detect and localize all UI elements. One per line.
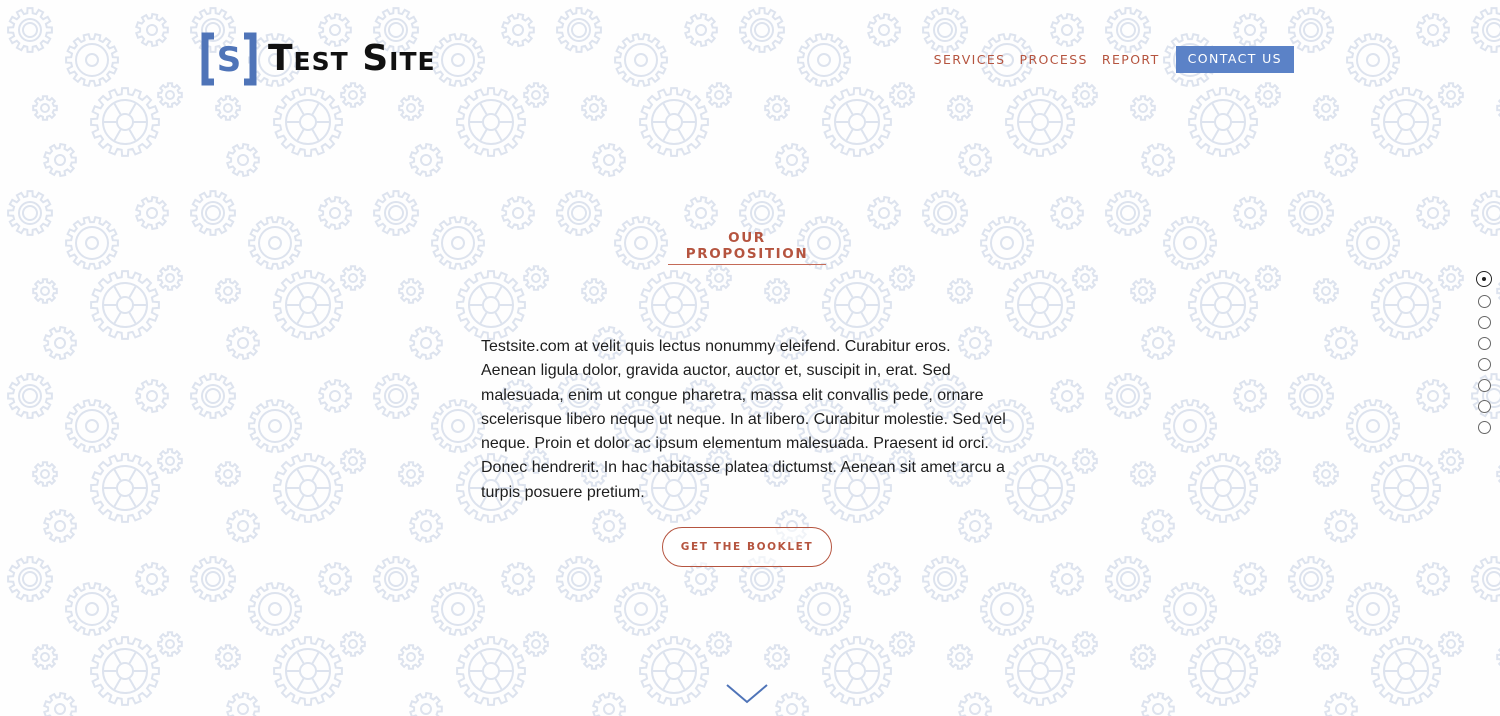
gear-icon	[1256, 632, 1280, 656]
gear-icon	[1234, 380, 1266, 412]
gear-icon	[1164, 217, 1216, 269]
contact-us-button[interactable]: CONTACT US	[1176, 46, 1294, 73]
gear-icon	[1417, 14, 1449, 46]
gear-icon	[1439, 83, 1463, 107]
section-dot[interactable]	[1478, 379, 1491, 392]
gear-icon	[8, 8, 52, 52]
gear-icon	[274, 88, 342, 156]
gear-icon	[1131, 96, 1155, 120]
gear-icon	[1325, 144, 1357, 176]
gear-icon	[890, 266, 914, 290]
gear-icon	[136, 563, 168, 595]
gear-icon	[823, 88, 891, 156]
gear-icon	[502, 197, 534, 229]
gear-icon	[274, 637, 342, 705]
gear-icon	[948, 279, 972, 303]
gear-icon	[502, 14, 534, 46]
gear-icon	[249, 217, 301, 269]
gear-icon	[374, 191, 418, 235]
gear-icon	[1314, 279, 1338, 303]
gear-icon	[374, 374, 418, 418]
gear-icon	[432, 217, 484, 269]
gear-icon	[868, 14, 900, 46]
gear-icon	[1106, 374, 1150, 418]
gear-icon	[410, 693, 442, 716]
gear-icon	[341, 83, 365, 107]
gear-icon	[868, 563, 900, 595]
gear-icon	[1256, 83, 1280, 107]
gear-icon	[191, 191, 235, 235]
gear-icon	[640, 88, 708, 156]
gear-icon	[640, 637, 708, 705]
gear-icon	[1051, 14, 1083, 46]
gear-icon	[981, 583, 1033, 635]
gear-icon	[890, 83, 914, 107]
gear-icon	[33, 96, 57, 120]
gear-icon	[1417, 380, 1449, 412]
gear-icon	[1164, 583, 1216, 635]
gear-icon	[8, 557, 52, 601]
gear-icon	[1189, 454, 1257, 522]
gear-icon	[374, 557, 418, 601]
gear-icon	[410, 327, 442, 359]
gear-icon	[685, 563, 717, 595]
nav-link-process[interactable]: PROCESS	[1019, 52, 1088, 67]
gear-icon	[1439, 449, 1463, 473]
gear-icon	[707, 632, 731, 656]
gear-icon	[1189, 271, 1257, 339]
gear-icon	[1289, 557, 1333, 601]
gear-icon	[765, 279, 789, 303]
gear-icon	[191, 374, 235, 418]
gear-icon	[1347, 34, 1399, 86]
gear-icon	[1006, 271, 1074, 339]
gear-icon	[1189, 637, 1257, 705]
gear-icon	[557, 191, 601, 235]
main-nav	[934, 46, 1294, 73]
gear-icon	[1234, 563, 1266, 595]
gear-icon	[948, 645, 972, 669]
gear-icon	[1372, 637, 1440, 705]
gear-icon	[765, 96, 789, 120]
gear-icon	[707, 83, 731, 107]
gear-icon	[582, 96, 606, 120]
gear-icon	[1106, 191, 1150, 235]
gear-icon	[923, 191, 967, 235]
gear-icon	[44, 144, 76, 176]
gear-icon	[1006, 454, 1074, 522]
gear-icon	[457, 637, 525, 705]
gear-icon	[1314, 462, 1338, 486]
gear-icon	[44, 693, 76, 716]
gear-icon	[1325, 327, 1357, 359]
gear-icon	[524, 83, 548, 107]
gear-icon	[1073, 83, 1097, 107]
gear-icon	[136, 14, 168, 46]
section-dot[interactable]	[1478, 295, 1491, 308]
gear-icon	[798, 34, 850, 86]
gear-icon	[227, 144, 258, 176]
gear-icon	[410, 510, 442, 542]
gear-icon	[524, 266, 548, 290]
gear-icon	[1073, 632, 1097, 656]
gear-icon	[399, 462, 423, 486]
gear-icon	[249, 583, 301, 635]
chevron-down-icon[interactable]	[725, 682, 769, 706]
gear-icon	[593, 144, 625, 176]
gear-icon	[399, 645, 423, 669]
gear-icon	[274, 271, 342, 339]
gear-icon	[1106, 557, 1150, 601]
section-dot[interactable]	[1478, 337, 1491, 350]
gear-icon	[776, 144, 808, 176]
gear-icon	[765, 645, 789, 669]
gear-icon	[1131, 462, 1155, 486]
gear-icon	[1142, 327, 1174, 359]
gear-icon	[685, 197, 717, 229]
gear-icon	[1472, 191, 1500, 235]
gear-icon	[1142, 693, 1174, 716]
gear-icon	[1142, 510, 1174, 542]
gear-icon	[410, 144, 442, 176]
gear-icon	[8, 374, 52, 418]
gear-icon	[593, 510, 625, 542]
gear-icon	[66, 583, 118, 635]
gear-icon	[948, 96, 972, 120]
gear-icon	[823, 271, 891, 339]
gear-icon	[557, 557, 601, 601]
gear-icon	[136, 380, 168, 412]
gear-icon	[66, 217, 118, 269]
gear-icon	[524, 632, 548, 656]
gear-icon	[1325, 510, 1357, 542]
gear-icon	[1289, 8, 1333, 52]
gear-icon	[740, 8, 784, 52]
gear-icon	[1006, 637, 1074, 705]
gear-icon	[33, 279, 57, 303]
gear-icon	[33, 645, 57, 669]
gear-icon	[557, 8, 601, 52]
gear-icon	[216, 645, 240, 669]
gear-icon	[1347, 400, 1399, 452]
gear-icon	[1314, 645, 1338, 669]
gear-icon	[1417, 197, 1449, 229]
site-logo[interactable]	[200, 32, 436, 86]
gear-icon	[457, 88, 525, 156]
gear-icon	[1417, 563, 1449, 595]
gear-icon	[91, 454, 159, 522]
gear-icon	[1472, 557, 1500, 601]
logo-letter: S	[216, 40, 242, 80]
section-dot-nav	[1477, 271, 1491, 434]
gear-icon	[798, 583, 850, 635]
heading-underline	[668, 264, 826, 265]
gear-icon	[1006, 88, 1074, 156]
section-heading: OUR PROPOSITION	[685, 230, 809, 262]
gear-icon	[1234, 14, 1266, 46]
gear-icon	[227, 693, 258, 716]
gear-icon	[981, 217, 1033, 269]
gear-icon	[1256, 266, 1280, 290]
gear-icon	[158, 83, 182, 107]
section-dot[interactable]	[1478, 358, 1491, 371]
section-dot[interactable]	[1476, 271, 1492, 287]
gear-icon	[1372, 271, 1440, 339]
gear-icon	[341, 266, 365, 290]
gear-icon	[959, 510, 991, 542]
gear-icon	[959, 144, 991, 176]
gear-icon	[341, 632, 365, 656]
nav-link-services[interactable]: SERVICES	[933, 52, 1006, 67]
gear-icon	[33, 462, 57, 486]
gear-icon	[457, 271, 525, 339]
gear-icon	[1051, 197, 1083, 229]
gear-icon	[582, 279, 606, 303]
gear-icon	[1325, 693, 1357, 716]
gear-icon	[91, 637, 159, 705]
site-name: Test Site	[268, 38, 436, 79]
gear-icon	[216, 96, 240, 120]
gear-icon	[1472, 8, 1500, 52]
gear-icon	[399, 96, 423, 120]
gear-icon	[227, 327, 258, 359]
gear-icon	[868, 197, 900, 229]
gear-icon	[1073, 266, 1097, 290]
gear-icon	[959, 693, 991, 716]
gear-icon	[399, 279, 423, 303]
gear-icon	[91, 88, 159, 156]
gear-icon	[44, 510, 76, 542]
gear-icon	[1051, 563, 1083, 595]
gear-icon	[432, 34, 484, 86]
gear-icon	[319, 380, 351, 412]
gear-icon	[91, 271, 159, 339]
gear-icon	[44, 327, 76, 359]
gear-icon	[66, 34, 118, 86]
gear-icon	[1234, 197, 1266, 229]
gear-icon	[136, 197, 168, 229]
gear-icon	[1372, 454, 1440, 522]
gear-icon	[227, 510, 258, 542]
gear-icon	[1131, 279, 1155, 303]
gear-icon	[502, 563, 534, 595]
gear-icon	[1189, 88, 1257, 156]
gear-icon	[1164, 400, 1216, 452]
gear-icon	[823, 637, 891, 705]
gear-icon	[1256, 449, 1280, 473]
gear-icon	[1372, 88, 1440, 156]
bracket-s-logo-icon	[200, 32, 258, 86]
gear-icon	[582, 645, 606, 669]
gear-icon	[1073, 449, 1097, 473]
proposition-text: Testsite.com at velit quis lectus nonummy eleifend. Curabitur eros. Aenean ligula dolor, gravida auctor, auctor et, suscipit in, erat. Sed malesuada, enim ut congue pharetra, massa elit convallis pede, ornare scelerisque libero neque ut neque. In at libero. Curabitur molestie. Sed vel neque. Proin et dolor ac ipsum elementum malesuada. Praesent id orci. Donec hendrerit. In hac habitasse platea dictumst. Aenean sit amet arcu a turpis posuere pretium.	[481, 338, 1006, 501]
gear-icon	[615, 217, 667, 269]
gear-icon	[593, 693, 625, 716]
gear-icon	[1131, 645, 1155, 669]
gear-icon	[685, 14, 717, 46]
section-dot[interactable]	[1478, 400, 1491, 413]
gear-icon	[158, 632, 182, 656]
gear-icon	[432, 583, 484, 635]
gear-icon	[158, 266, 182, 290]
gear-icon	[341, 449, 365, 473]
gear-icon	[1347, 217, 1399, 269]
gear-icon	[249, 400, 301, 452]
gear-icon	[319, 563, 351, 595]
gear-icon	[615, 583, 667, 635]
gear-icon	[158, 449, 182, 473]
gear-icon	[191, 557, 235, 601]
section-dot[interactable]	[1478, 316, 1491, 329]
gear-icon	[923, 557, 967, 601]
gear-icon	[1439, 266, 1463, 290]
gear-icon	[890, 632, 914, 656]
gear-icon	[274, 454, 342, 522]
gear-icon	[776, 693, 808, 716]
gear-icon	[615, 34, 667, 86]
gear-icon	[319, 197, 351, 229]
gear-icon	[1289, 191, 1333, 235]
gear-icon	[640, 271, 708, 339]
gear-icon	[8, 191, 52, 235]
gear-icon	[66, 400, 118, 452]
gear-icon	[1289, 374, 1333, 418]
gear-icon	[432, 400, 484, 452]
get-booklet-button[interactable]: GET THE BOOKLET	[662, 527, 832, 567]
gear-icon	[216, 279, 240, 303]
gear-icon	[1439, 632, 1463, 656]
gear-icon	[1051, 380, 1083, 412]
gear-icon	[1314, 96, 1338, 120]
section-dot[interactable]	[1478, 421, 1491, 434]
gear-icon	[707, 266, 731, 290]
gear-icon	[216, 462, 240, 486]
gear-icon	[1347, 583, 1399, 635]
nav-link-report[interactable]: REPORT	[1101, 52, 1160, 67]
gear-icon	[740, 191, 784, 235]
gear-icon	[1142, 144, 1174, 176]
